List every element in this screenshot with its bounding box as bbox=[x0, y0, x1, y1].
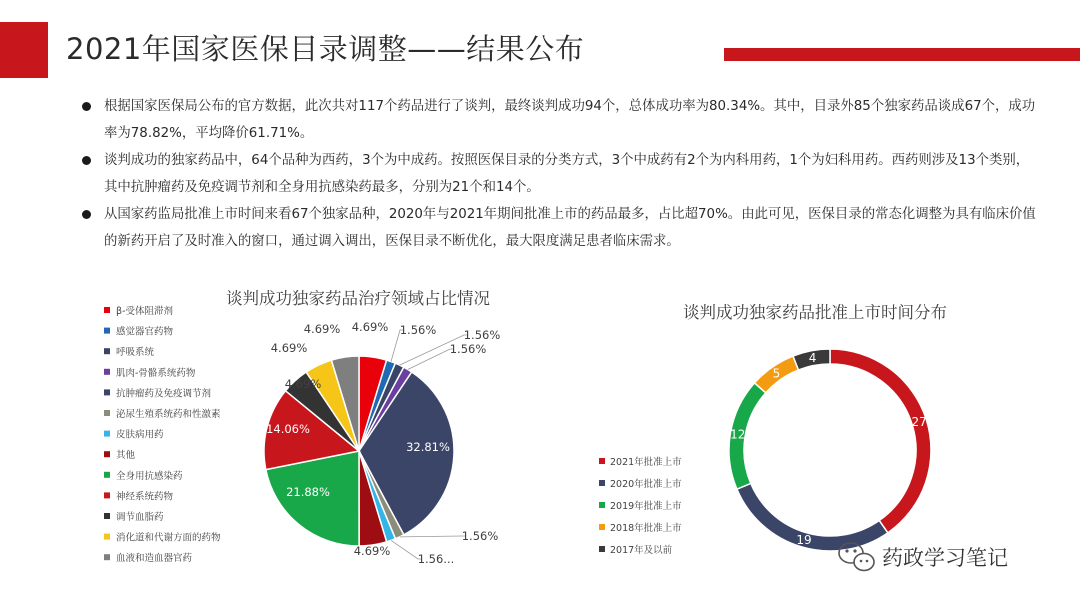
legend-label: 全身用抗感染药 bbox=[116, 470, 183, 482]
doughnut-chart-legend bbox=[599, 456, 682, 556]
watermark-text: 药政学习笔记 bbox=[882, 546, 1008, 570]
doughnut-chart-slices bbox=[729, 349, 931, 551]
doughnut-data-label: 5 bbox=[772, 366, 781, 381]
pie-data-label: 1.56% bbox=[449, 342, 487, 356]
pie-legend-item bbox=[104, 346, 155, 358]
legend-label: 血液和造血器官药 bbox=[116, 553, 193, 565]
doughnut-legend-item bbox=[599, 456, 682, 468]
doughnut-data-label: 4 bbox=[808, 351, 817, 366]
pie-legend-item bbox=[104, 552, 193, 564]
legend-swatch bbox=[599, 480, 605, 486]
doughnut-slice bbox=[830, 349, 931, 533]
legend-swatch bbox=[104, 369, 110, 375]
legend-swatch bbox=[104, 307, 110, 313]
pie-legend-item bbox=[104, 387, 211, 399]
pie-chart-title: 谈判成功独家药品治疗领域占比情况 bbox=[226, 289, 490, 308]
pie-legend-item bbox=[104, 511, 164, 523]
pie-data-label: 32.81% bbox=[406, 440, 450, 454]
legend-swatch bbox=[599, 546, 605, 552]
pie-chart-legend bbox=[104, 305, 221, 564]
legend-label: 神经系统药物 bbox=[116, 491, 174, 503]
legend-swatch bbox=[104, 410, 110, 416]
pie-legend-item bbox=[104, 449, 136, 461]
pie-leader-line bbox=[400, 536, 466, 537]
pie-legend-item bbox=[104, 490, 174, 502]
legend-swatch bbox=[104, 492, 110, 498]
doughnut-legend-item bbox=[599, 522, 682, 534]
legend-label: 2020年批准上市 bbox=[610, 479, 682, 490]
pie-legend-item bbox=[104, 470, 183, 482]
pie-legend-item bbox=[104, 532, 221, 544]
legend-swatch bbox=[104, 348, 110, 354]
pie-data-label: 4.69% bbox=[270, 341, 308, 355]
legend-label: 抗肿瘤药及免疫调节剂 bbox=[116, 388, 212, 400]
legend-swatch bbox=[104, 513, 110, 519]
bullet-text: 根据国家医保局公布的官方数据，此次共对117个药品进行了谈判，最终谈判成功94个，总体成功率为80.34%。其中，目录外85个独家药品谈成67个，成功率为78.82%，平均降价61.71%。 bbox=[104, 99, 1036, 141]
legend-swatch bbox=[599, 502, 605, 508]
legend-swatch bbox=[104, 431, 110, 437]
legend-swatch bbox=[104, 328, 110, 334]
doughnut-data-label: 12 bbox=[730, 427, 746, 442]
pie-data-label: 1.56% bbox=[461, 529, 499, 543]
legend-swatch bbox=[104, 534, 110, 540]
doughnut-legend-item bbox=[599, 478, 682, 490]
legend-swatch bbox=[599, 524, 605, 530]
doughnut-legend-item bbox=[599, 544, 673, 556]
bullet-text: 谈判成功的独家药品中，64个品种为西药，3个为中成药。按照医保目录的分类方式，3个中成药有2个为内科用药，1个为妇科用药。西药则涉及13个类别，其中抗肿瘤药及免疫调节剂和全身用抗感染药最多，分别为21个和14个。 bbox=[104, 153, 1030, 195]
pie-data-label: 4.69% bbox=[303, 322, 341, 336]
legend-label: 呼吸系统 bbox=[116, 347, 155, 359]
pie-data-label: 1.56% bbox=[463, 328, 501, 342]
pie-legend-item bbox=[104, 367, 196, 379]
doughnut-legend-item bbox=[599, 500, 682, 512]
legend-label: 泌尿生殖系统药和性激素 bbox=[116, 409, 221, 420]
legend-label: 消化道和代谢方面的药物 bbox=[116, 532, 221, 544]
pie-data-label: 21.88% bbox=[286, 485, 330, 499]
legend-label: 2018年批准上市 bbox=[610, 523, 682, 534]
pie-legend-item bbox=[104, 408, 221, 420]
page-title: 2021年国家医保目录调整——结果公布 bbox=[66, 32, 585, 66]
doughnut-chart-title: 谈判成功独家药品批准上市时间分布 bbox=[683, 303, 947, 322]
legend-label: β-受体阻滞剂 bbox=[116, 306, 173, 317]
legend-label: 其他 bbox=[116, 450, 136, 462]
pie-leader-line bbox=[408, 349, 454, 370]
legend-label: 皮肤病用药 bbox=[116, 429, 164, 441]
pie-legend-item bbox=[104, 305, 173, 317]
pie-data-label: 4.69% bbox=[284, 377, 322, 391]
pie-legend-item bbox=[104, 326, 174, 338]
doughnut-data-label: 19 bbox=[796, 532, 812, 547]
pie-legend-item bbox=[104, 429, 164, 441]
doughnut-slice bbox=[737, 483, 888, 551]
watermark bbox=[839, 543, 1008, 571]
legend-swatch bbox=[104, 451, 110, 457]
bullet-text: 从国家药监局批准上市时间来看67个独家品种，2020年与2021年期间批准上市的药品最多，占比超70%。由此可见，医保目录的常态化调整为具有临床价值的新药开启了及时准入的窗口，通过调入调出，医保目录不断优化，最大限度满足患者临床需求。 bbox=[104, 207, 1036, 249]
pie-data-label: 4.69% bbox=[353, 544, 391, 558]
legend-label: 调节血脂药 bbox=[116, 512, 164, 523]
legend-label: 肌肉-骨骼系统药物 bbox=[116, 367, 196, 379]
pie-data-label: 4.69% bbox=[351, 320, 389, 334]
legend-label: 2017年及以前 bbox=[610, 545, 673, 556]
legend-swatch bbox=[104, 554, 110, 560]
legend-swatch bbox=[599, 458, 605, 464]
legend-label: 2019年批准上市 bbox=[610, 501, 682, 512]
legend-swatch bbox=[104, 472, 110, 478]
pie-data-label: 1.56% bbox=[399, 323, 437, 337]
pie-data-label: 14.06% bbox=[266, 422, 310, 436]
legend-swatch bbox=[104, 389, 110, 395]
legend-label: 感觉器官药物 bbox=[116, 326, 174, 338]
pie-data-label: 1.56... bbox=[417, 552, 455, 566]
doughnut-data-label: 27 bbox=[911, 414, 927, 429]
legend-label: 2021年批准上市 bbox=[610, 457, 682, 468]
